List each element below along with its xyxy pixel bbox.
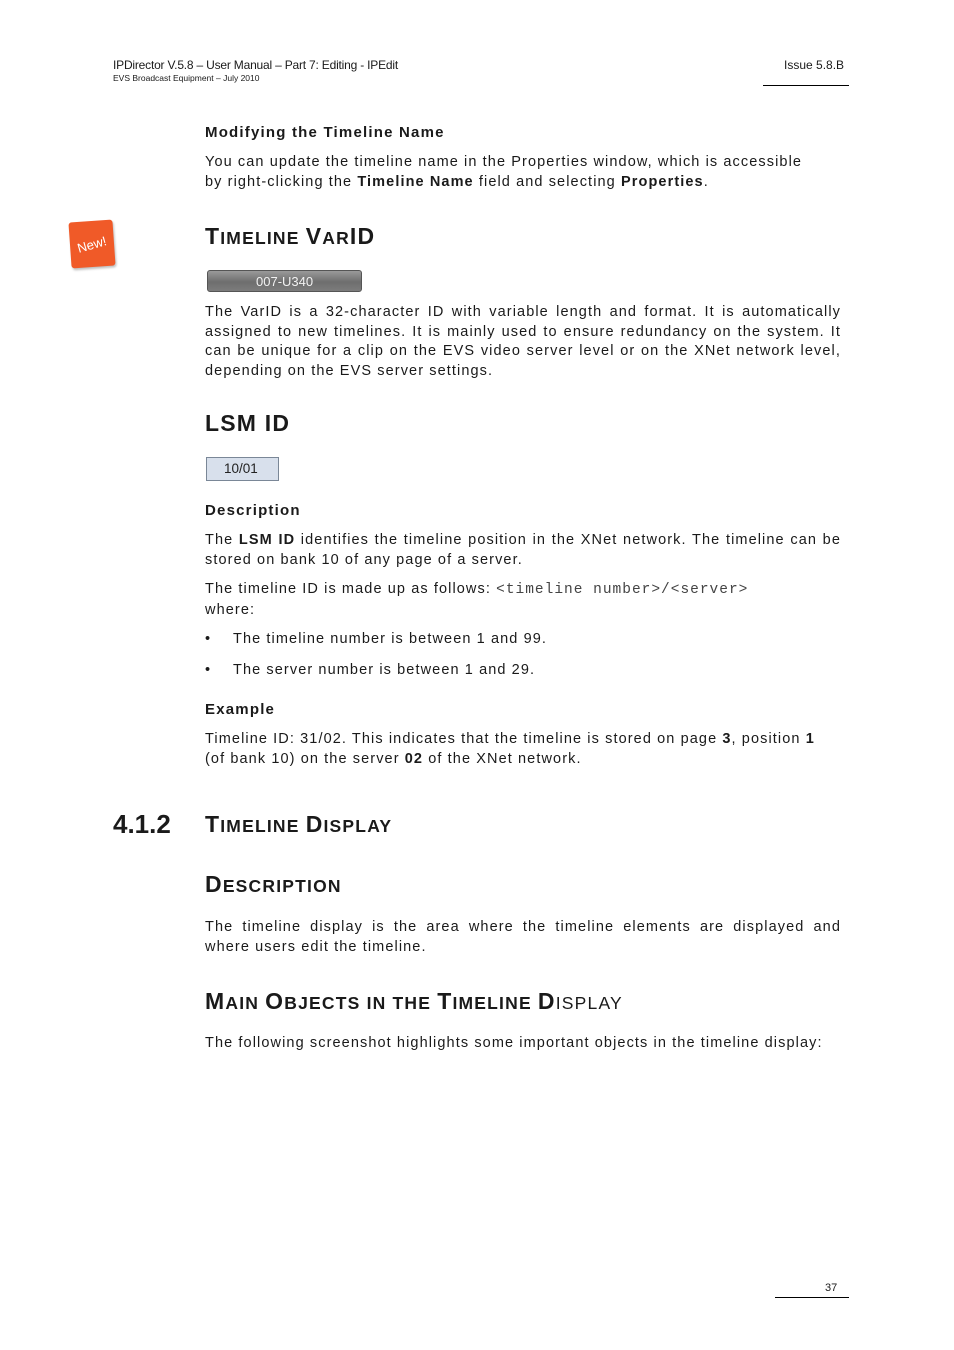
main-objects-paragraph: The following screenshot highlights some important objects in the timeline display: bbox=[205, 1035, 823, 1051]
main-objects-title: MAIN OBJECTS IN THE TIMELINE DISPLAY bbox=[205, 988, 623, 1014]
varid-paragraph: The VarID is a 32-character ID with variable length and format. It is automatically assigned to new timelines. It is mainly used to ensure redundancy on the system. It can be unique for a clip on the EVS video server level or on the XNet network level, depending on the EVS server settings. bbox=[205, 304, 841, 379]
modifying-text-4: . bbox=[703, 173, 709, 190]
lsm-description-paragraph: The LSM ID identifies the timeline position in the XNet network. The timeline can be stored on bank 10 of any page of a server. bbox=[205, 532, 841, 568]
properties-term: Properties bbox=[620, 173, 704, 190]
timeline-display-title: TIMELINE DISPLAY bbox=[205, 811, 393, 837]
header-rule bbox=[763, 85, 849, 86]
description-paragraph: The timeline display is the area where the timeline elements are displayed and where users edit the timeline. bbox=[205, 919, 841, 955]
example-paragraph: Timeline ID: 31/02. This indicates that the timeline is stored on page 3, position 1 (of bank 10) on the server 02 of the XNet network. bbox=[205, 731, 815, 767]
header-title: IPDirector V.5.8 – User Manual – Part 7: Editing - IPEdit bbox=[113, 58, 398, 72]
list-item: • The timeline number is between 1 and 99. bbox=[205, 631, 548, 647]
lsm-id-field: 10/01 bbox=[206, 457, 279, 481]
lsm-format-paragraph: The timeline ID is made up as follows: <timeline number>/<server> where: bbox=[205, 581, 749, 618]
example-heading: Example bbox=[205, 701, 276, 718]
header-subtitle: EVS Broadcast Equipment – July 2010 bbox=[113, 73, 260, 83]
modifying-text-3: field and selecting bbox=[473, 173, 621, 190]
description-title: DESCRIPTION bbox=[205, 871, 342, 897]
new-badge-label: New! bbox=[75, 232, 109, 256]
varid-field: 007-U340 bbox=[207, 270, 362, 292]
header-issue: Issue 5.8.B bbox=[784, 58, 845, 72]
lsm-title: LSM ID bbox=[205, 410, 291, 436]
section-number: 4.1.2 bbox=[113, 809, 171, 839]
modifying-text-1: You can update the timeline name in the Properties window, which is accessible bbox=[205, 154, 803, 170]
timeline-name-term: Timeline Name bbox=[357, 173, 474, 190]
lsm-description-heading: Description bbox=[205, 502, 301, 519]
new-badge-icon bbox=[68, 220, 115, 269]
varid-title: TIMELINE VARID bbox=[205, 223, 376, 249]
modifying-text-2: by right-clicking the bbox=[205, 173, 358, 190]
lsm-format-code: <timeline number>/<server> bbox=[496, 582, 749, 598]
page-number: 37 bbox=[825, 1282, 838, 1294]
modifying-heading: Modifying the Timeline Name bbox=[205, 124, 445, 141]
modifying-paragraph bbox=[205, 153, 841, 192]
lsm-id-term: LSM ID bbox=[238, 532, 296, 548]
list-item: • The server number is between 1 and 29. bbox=[205, 662, 536, 678]
footer-rule bbox=[775, 1297, 849, 1298]
